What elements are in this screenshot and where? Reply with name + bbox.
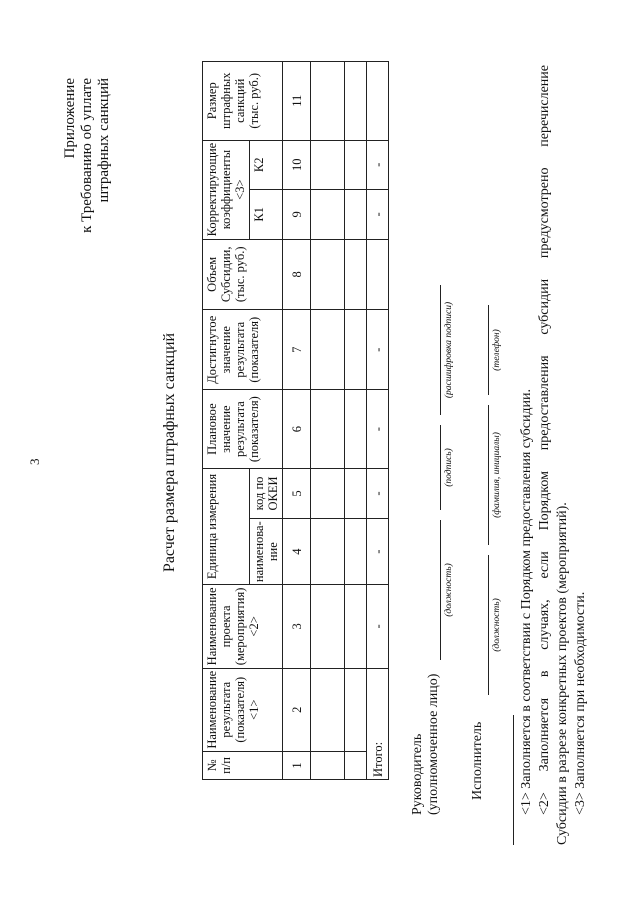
executor-label: Исполнитель [470, 721, 485, 800]
appendix-header [62, 78, 113, 233]
table-cell [345, 140, 367, 190]
table-cell: 2 [283, 668, 311, 751]
caption-phone: (телефон) [492, 329, 502, 371]
table-row [311, 62, 345, 780]
caption-decode: (расшифровка подписи) [444, 301, 454, 399]
table-cell: - [367, 468, 389, 518]
table-cell [311, 751, 345, 779]
footnote-3: <3> Заполняется при необходимости. [573, 591, 588, 815]
head-signature-line [440, 425, 441, 510]
executor-phone-line [488, 305, 489, 395]
table-cell: - [367, 140, 389, 190]
header-coefficients: Корректирующие коэффициенты <3> [203, 140, 250, 239]
footnote-2-line-1: <2> Заполняется в случаях, если Порядком предоставления субсидии предусмотрено перечисление [537, 65, 552, 815]
table-cell [311, 62, 345, 141]
table-cell [311, 585, 345, 668]
header-unit: Единица измерения [203, 468, 250, 584]
header-k1: К1 [250, 190, 283, 240]
caption-position: (должность) [444, 563, 454, 617]
table-cell: 1 [283, 751, 311, 779]
document-title: Расчет размера штрафных санкций [161, 332, 178, 573]
footnote-separator [513, 715, 514, 845]
header-subsidy: Объем Субсидии, (тыс. руб.) [203, 239, 283, 309]
table-header-row [203, 62, 250, 780]
table-cell [311, 668, 345, 751]
table-cell: 9 [283, 190, 311, 240]
executor-name-line [488, 405, 489, 545]
table-cell [367, 239, 389, 309]
header-k2: К2 [250, 140, 283, 190]
footnote-2-line-2: Субсидии в разрезе конкретных проектов (мероприятий). [555, 502, 570, 845]
table-cell: - [367, 310, 389, 390]
header-result-name: Наименование результата (показателя) <1> [203, 668, 283, 751]
table-cell [345, 190, 367, 240]
table-cell [367, 62, 389, 141]
appendix-line-1: Приложение [62, 78, 78, 159]
page-number: 3 [27, 458, 42, 465]
table-cell [345, 585, 367, 668]
table-cell: 8 [283, 239, 311, 309]
caption-signature: (подпись) [444, 448, 454, 487]
header-penalty: Размер штрафных санкций (тыс. руб.) [203, 62, 283, 141]
footnote-1: <1> Заполняется в соответствии с Порядком предоставления субсидии. [519, 388, 534, 815]
executor-position-line [488, 555, 489, 695]
caption-exec-position: (должность) [492, 598, 502, 652]
table-cell: - [367, 585, 389, 668]
table-cell [345, 239, 367, 309]
head-label: Руководитель [410, 733, 425, 815]
head-position-line [440, 520, 441, 660]
table-cell [311, 190, 345, 240]
head-decode-line [440, 285, 441, 415]
table-cell [311, 310, 345, 390]
head-sub-label: (уполномоченное лицо) [426, 673, 441, 815]
table-cell [311, 468, 345, 518]
table-cell: 10 [283, 140, 311, 190]
table-cell: 5 [283, 468, 311, 518]
header-okei: код по ОКЕИ [250, 468, 283, 518]
table-cell [345, 310, 367, 390]
table-total-row [367, 62, 389, 780]
table-cell [345, 751, 367, 779]
table-row [345, 62, 367, 780]
table-cell [311, 519, 345, 585]
header-unit-name: наименова-ние [250, 519, 283, 585]
table-cell: 3 [283, 585, 311, 668]
caption-exec-name: (фамилия, инициалы) [492, 432, 502, 518]
table-cell [345, 62, 367, 141]
footnotes [513, 65, 590, 845]
table-numbering-row [283, 62, 311, 780]
table-cell: 4 [283, 519, 311, 585]
table-cell: - [367, 519, 389, 585]
appendix-line-3: штрафных санкций [96, 78, 112, 203]
table-cell [345, 668, 367, 751]
header-achieved: Достигнутое значение результата (показателя) [203, 310, 283, 390]
table-cell: 11 [283, 62, 311, 141]
total-label: Итого: [367, 668, 389, 779]
header-planned: Плановое значение результата (показателя) [203, 390, 283, 468]
table-cell: - [367, 390, 389, 468]
table-cell [311, 390, 345, 468]
header-project-name: Наименование проекта (мероприятия) <2> [203, 585, 283, 668]
table-cell: - [367, 190, 389, 240]
appendix-line-2: к Требованию об уплате [79, 78, 95, 233]
table-cell [345, 390, 367, 468]
table-cell [345, 468, 367, 518]
header-num: № п/п [203, 751, 283, 779]
table-cell [311, 239, 345, 309]
table-cell: 7 [283, 310, 311, 390]
table-cell [345, 519, 367, 585]
table-cell: 6 [283, 390, 311, 468]
table-cell [311, 140, 345, 190]
penalty-table [202, 61, 389, 780]
